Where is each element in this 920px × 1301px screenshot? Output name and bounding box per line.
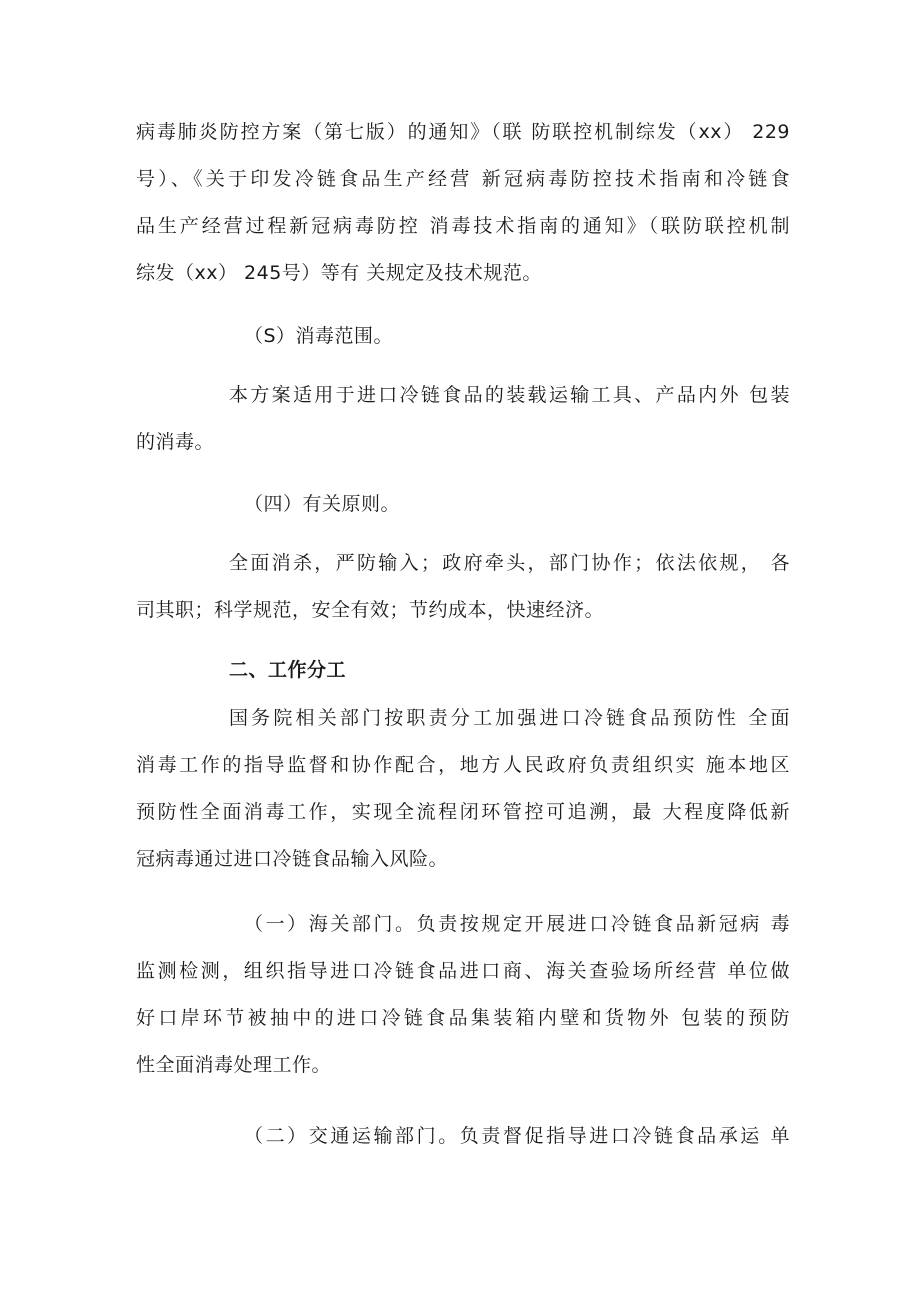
text-line: 的消毒。 (136, 431, 215, 453)
text-line: 冠病毒通过进口冷链食品输入风险。 (136, 848, 449, 870)
text-line: 号）、《关于印发冷链食品生产经营 新冠病毒防控技术指南和冷链食 (136, 168, 790, 190)
section-heading: （S）消毒范围。 (244, 325, 394, 347)
text-line: （一）海关部门。负责按规定开展进口冷链食品新冠病 毒 (244, 913, 790, 935)
text-line: 国务院相关部门按职责分工加强进口冷链食品预防性 全面 (229, 707, 790, 729)
text-line: 预防性全面消毒工作，实现全流程闭环管控可追溯，最 大程度降低新 (136, 801, 790, 823)
text-line: 综发（xx） 245号）等有 关规定及技术规范。 (136, 262, 542, 284)
text-line: 病毒肺炎防控方案（第七版）的通知》（联 防联控机制综发（xx） 229 (136, 121, 790, 143)
text-line: 本方案适用于进口冷链食品的装载运输工具、产品内外 包装 (229, 384, 790, 406)
text-line: 品生产经营过程新冠病毒防控 消毒技术指南的通知》（联防联控机制 (136, 215, 790, 237)
text-line: 监测检测，组织指导进口冷链食品进口商、海关查验场所经营 单位做 (136, 960, 790, 982)
text-line: （二）交通运输部门。负责督促指导进口冷链食品承运 单 (244, 1125, 790, 1147)
text-line: 司其职；科学规范，安全有效；节约成本，快速经济。 (136, 599, 605, 621)
text-line: 好口岸环节被抽中的进口冷链食品集装箱内壁和货物外 包装的预防 (136, 1007, 790, 1029)
section-heading: （四）有关原则。 (244, 493, 401, 515)
chapter-heading: 二、工作分工 (229, 659, 347, 681)
text-line: 性全面消毒处理工作。 (136, 1054, 332, 1076)
text-line: 消毒工作的指导监督和协作配合，地方人民政府负责组织实 施本地区 (136, 754, 790, 776)
text-line: 全面消杀，严防输入；政府牵头，部门协作；依法依规， 各 (229, 552, 790, 574)
